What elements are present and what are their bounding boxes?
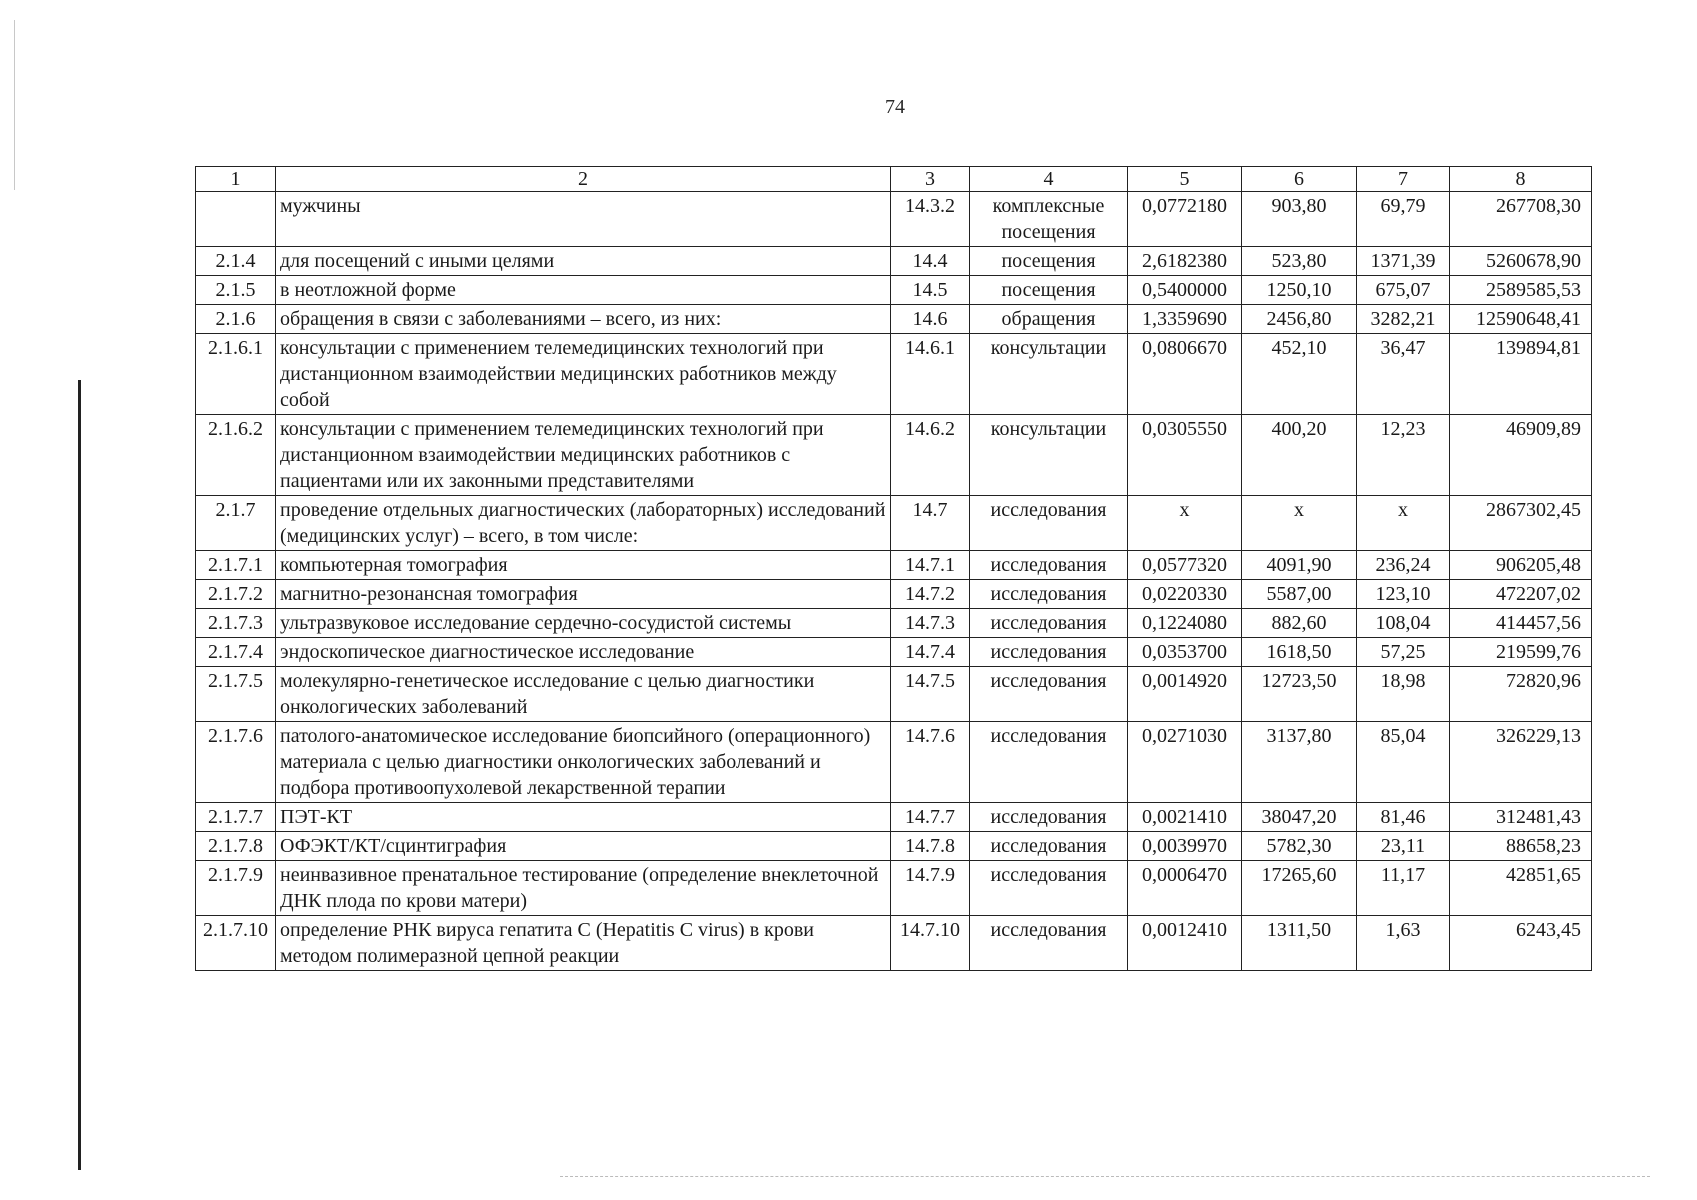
row-number bbox=[196, 192, 276, 247]
row-value-col6: 2456,80 bbox=[1242, 305, 1357, 334]
column-number: 7 bbox=[1357, 167, 1450, 192]
row-value-col7: 3282,21 bbox=[1357, 305, 1450, 334]
row-value-col7: 36,47 bbox=[1357, 334, 1450, 415]
table-row bbox=[196, 832, 1592, 861]
row-value-col8: 906205,48 bbox=[1450, 551, 1592, 580]
row-number: 2.1.7.3 bbox=[196, 609, 276, 638]
row-unit: исследования bbox=[970, 667, 1128, 722]
row-value-col6: 523,80 bbox=[1242, 247, 1357, 276]
row-unit: исследования bbox=[970, 803, 1128, 832]
table-row bbox=[196, 334, 1592, 415]
row-name: магнитно-резонансная томография bbox=[276, 580, 891, 609]
row-value-col8: 472207,02 bbox=[1450, 580, 1592, 609]
row-value-col8: 267708,30 bbox=[1450, 192, 1592, 247]
row-value-col6: 1250,10 bbox=[1242, 276, 1357, 305]
row-unit: исследования bbox=[970, 722, 1128, 803]
row-value-col6: 12723,50 bbox=[1242, 667, 1357, 722]
row-unit: исследования bbox=[970, 916, 1128, 971]
table-row bbox=[196, 722, 1592, 803]
row-number: 2.1.7.9 bbox=[196, 861, 276, 916]
row-value-col5: 0,0772180 bbox=[1128, 192, 1242, 247]
row-code: 14.3.2 bbox=[891, 192, 970, 247]
row-value-col6: 4091,90 bbox=[1242, 551, 1357, 580]
row-name: молекулярно-генетическое исследование с целью диагностики онкологических заболеваний bbox=[276, 667, 891, 722]
row-value-col5: 1,3359690 bbox=[1128, 305, 1242, 334]
table-row bbox=[196, 276, 1592, 305]
row-value-col7: х bbox=[1357, 496, 1450, 551]
binding-edge-line bbox=[78, 380, 81, 1170]
row-unit: исследования bbox=[970, 580, 1128, 609]
row-value-col8: 219599,76 bbox=[1450, 638, 1592, 667]
row-value-col7: 18,98 bbox=[1357, 667, 1450, 722]
row-value-col5: 0,0012410 bbox=[1128, 916, 1242, 971]
row-value-col6: 1618,50 bbox=[1242, 638, 1357, 667]
table-row bbox=[196, 916, 1592, 971]
row-code: 14.6.2 bbox=[891, 415, 970, 496]
table-row bbox=[196, 609, 1592, 638]
row-value-col7: 85,04 bbox=[1357, 722, 1450, 803]
row-value-col5: 2,6182380 bbox=[1128, 247, 1242, 276]
row-value-col5: 0,0353700 bbox=[1128, 638, 1242, 667]
row-code: 14.7.7 bbox=[891, 803, 970, 832]
row-value-col8: 2589585,53 bbox=[1450, 276, 1592, 305]
row-value-col6: 400,20 bbox=[1242, 415, 1357, 496]
row-number: 2.1.7.8 bbox=[196, 832, 276, 861]
row-value-col7: 12,23 bbox=[1357, 415, 1450, 496]
row-unit: консультации bbox=[970, 334, 1128, 415]
column-number: 3 bbox=[891, 167, 970, 192]
row-value-col5: 0,5400000 bbox=[1128, 276, 1242, 305]
row-name: консультации с применением телемедицинских технологий при дистанционном взаимодействии медицинских работников с пациентами или их законными представителями bbox=[276, 415, 891, 496]
row-value-col8: 2867302,45 bbox=[1450, 496, 1592, 551]
column-number: 1 bbox=[196, 167, 276, 192]
column-number: 4 bbox=[970, 167, 1128, 192]
column-number-row bbox=[196, 167, 1592, 192]
row-name: ПЭТ-КТ bbox=[276, 803, 891, 832]
row-number: 2.1.7.10 bbox=[196, 916, 276, 971]
row-number: 2.1.6.2 bbox=[196, 415, 276, 496]
row-value-col7: 675,07 bbox=[1357, 276, 1450, 305]
row-value-col6: 5587,00 bbox=[1242, 580, 1357, 609]
row-unit: посещения bbox=[970, 247, 1128, 276]
table-row bbox=[196, 247, 1592, 276]
table-row bbox=[196, 496, 1592, 551]
table-row bbox=[196, 667, 1592, 722]
row-unit: обращения bbox=[970, 305, 1128, 334]
row-code: 14.6 bbox=[891, 305, 970, 334]
table-row bbox=[196, 305, 1592, 334]
row-value-col6: 903,80 bbox=[1242, 192, 1357, 247]
scan-edge-mark bbox=[14, 20, 15, 190]
row-name: для посещений с иными целями bbox=[276, 247, 891, 276]
row-value-col5: 0,0039970 bbox=[1128, 832, 1242, 861]
row-value-col7: 57,25 bbox=[1357, 638, 1450, 667]
row-code: 14.7.9 bbox=[891, 861, 970, 916]
row-number: 2.1.7.4 bbox=[196, 638, 276, 667]
row-name: консультации с применением телемедицинских технологий при дистанционном взаимодействии медицинских работников между собой bbox=[276, 334, 891, 415]
row-value-col5: 0,0006470 bbox=[1128, 861, 1242, 916]
column-number: 5 bbox=[1128, 167, 1242, 192]
table-row bbox=[196, 551, 1592, 580]
row-number: 2.1.6 bbox=[196, 305, 276, 334]
row-value-col7: 23,11 bbox=[1357, 832, 1450, 861]
row-name: компьютерная томография bbox=[276, 551, 891, 580]
row-value-col8: 139894,81 bbox=[1450, 334, 1592, 415]
row-number: 2.1.7.6 bbox=[196, 722, 276, 803]
row-value-col8: 414457,56 bbox=[1450, 609, 1592, 638]
row-code: 14.7.4 bbox=[891, 638, 970, 667]
table-row bbox=[196, 803, 1592, 832]
table-row bbox=[196, 861, 1592, 916]
row-value-col8: 46909,89 bbox=[1450, 415, 1592, 496]
row-value-col8: 5260678,90 bbox=[1450, 247, 1592, 276]
row-value-col6: 452,10 bbox=[1242, 334, 1357, 415]
row-value-col7: 81,46 bbox=[1357, 803, 1450, 832]
row-value-col8: 12590648,41 bbox=[1450, 305, 1592, 334]
row-number: 2.1.4 bbox=[196, 247, 276, 276]
row-number: 2.1.7.1 bbox=[196, 551, 276, 580]
row-unit: исследования bbox=[970, 496, 1128, 551]
row-number: 2.1.7 bbox=[196, 496, 276, 551]
scan-noise-line bbox=[560, 1176, 1650, 1178]
row-value-col5: 0,0021410 bbox=[1128, 803, 1242, 832]
row-unit: исследования bbox=[970, 551, 1128, 580]
row-value-col7: 123,10 bbox=[1357, 580, 1450, 609]
row-unit: исследования bbox=[970, 609, 1128, 638]
row-name: неинвазивное пренатальное тестирование (определение внеклеточной ДНК плода по крови матери) bbox=[276, 861, 891, 916]
row-value-col5: 0,0014920 bbox=[1128, 667, 1242, 722]
row-name: обращения в связи с заболеваниями – всего, из них: bbox=[276, 305, 891, 334]
row-value-col8: 88658,23 bbox=[1450, 832, 1592, 861]
row-code: 14.7.2 bbox=[891, 580, 970, 609]
row-number: 2.1.7.5 bbox=[196, 667, 276, 722]
tariff-table bbox=[195, 166, 1592, 971]
column-number: 8 bbox=[1450, 167, 1592, 192]
row-name: ультразвуковое исследование сердечно-сосудистой системы bbox=[276, 609, 891, 638]
row-code: 14.7.3 bbox=[891, 609, 970, 638]
row-value-col6: 3137,80 bbox=[1242, 722, 1357, 803]
row-code: 14.7.8 bbox=[891, 832, 970, 861]
row-value-col6: 17265,60 bbox=[1242, 861, 1357, 916]
row-unit: посещения bbox=[970, 276, 1128, 305]
row-value-col6: 1311,50 bbox=[1242, 916, 1357, 971]
row-value-col8: 326229,13 bbox=[1450, 722, 1592, 803]
row-name: ОФЭКТ/КТ/сцинтиграфия bbox=[276, 832, 891, 861]
table-row bbox=[196, 415, 1592, 496]
row-name: проведение отдельных диагностических (лабораторных) исследований (медицинских услуг) – всего, в том числе: bbox=[276, 496, 891, 551]
row-value-col5: 0,0305550 bbox=[1128, 415, 1242, 496]
row-unit: комплексные посещения bbox=[970, 192, 1128, 247]
page-number: 74 bbox=[885, 96, 905, 118]
row-name: патолого-анатомическое исследование биопсийного (операционного) материала с целью диагностики онкологических заболеваний и подбора противоопухолевой лекарственной терапии bbox=[276, 722, 891, 803]
row-value-col5: х bbox=[1128, 496, 1242, 551]
row-code: 14.6.1 bbox=[891, 334, 970, 415]
row-value-col6: 882,60 bbox=[1242, 609, 1357, 638]
row-value-col8: 6243,45 bbox=[1450, 916, 1592, 971]
row-value-col7: 108,04 bbox=[1357, 609, 1450, 638]
row-code: 14.7 bbox=[891, 496, 970, 551]
row-value-col5: 0,0220330 bbox=[1128, 580, 1242, 609]
row-number: 2.1.7.2 bbox=[196, 580, 276, 609]
table-row bbox=[196, 192, 1592, 247]
row-name: эндоскопическое диагностическое исследование bbox=[276, 638, 891, 667]
row-value-col7: 11,17 bbox=[1357, 861, 1450, 916]
row-code: 14.7.5 bbox=[891, 667, 970, 722]
column-number: 6 bbox=[1242, 167, 1357, 192]
row-value-col5: 0,0806670 bbox=[1128, 334, 1242, 415]
row-value-col7: 236,24 bbox=[1357, 551, 1450, 580]
row-code: 14.7.10 bbox=[891, 916, 970, 971]
row-number: 2.1.5 bbox=[196, 276, 276, 305]
row-value-col7: 1,63 bbox=[1357, 916, 1450, 971]
row-value-col5: 0,0271030 bbox=[1128, 722, 1242, 803]
row-code: 14.5 bbox=[891, 276, 970, 305]
row-unit: исследования bbox=[970, 832, 1128, 861]
table-body bbox=[196, 167, 1592, 971]
row-value-col7: 69,79 bbox=[1357, 192, 1450, 247]
row-value-col6: х bbox=[1242, 496, 1357, 551]
row-unit: консультации bbox=[970, 415, 1128, 496]
row-number: 2.1.7.7 bbox=[196, 803, 276, 832]
row-name: определение РНК вируса гепатита С (Hepatitis C virus) в крови методом полимеразной цепной реакции bbox=[276, 916, 891, 971]
row-unit: исследования bbox=[970, 861, 1128, 916]
row-value-col8: 42851,65 bbox=[1450, 861, 1592, 916]
row-name: в неотложной форме bbox=[276, 276, 891, 305]
row-code: 14.7.1 bbox=[891, 551, 970, 580]
row-value-col6: 5782,30 bbox=[1242, 832, 1357, 861]
row-code: 14.7.6 bbox=[891, 722, 970, 803]
row-value-col5: 0,1224080 bbox=[1128, 609, 1242, 638]
row-unit: исследования bbox=[970, 638, 1128, 667]
row-value-col8: 72820,96 bbox=[1450, 667, 1592, 722]
row-value-col5: 0,0577320 bbox=[1128, 551, 1242, 580]
row-value-col8: 312481,43 bbox=[1450, 803, 1592, 832]
row-value-col6: 38047,20 bbox=[1242, 803, 1357, 832]
row-name: мужчины bbox=[276, 192, 891, 247]
row-number: 2.1.6.1 bbox=[196, 334, 276, 415]
column-number: 2 bbox=[276, 167, 891, 192]
table-row bbox=[196, 580, 1592, 609]
table-row bbox=[196, 638, 1592, 667]
row-code: 14.4 bbox=[891, 247, 970, 276]
row-value-col7: 1371,39 bbox=[1357, 247, 1450, 276]
